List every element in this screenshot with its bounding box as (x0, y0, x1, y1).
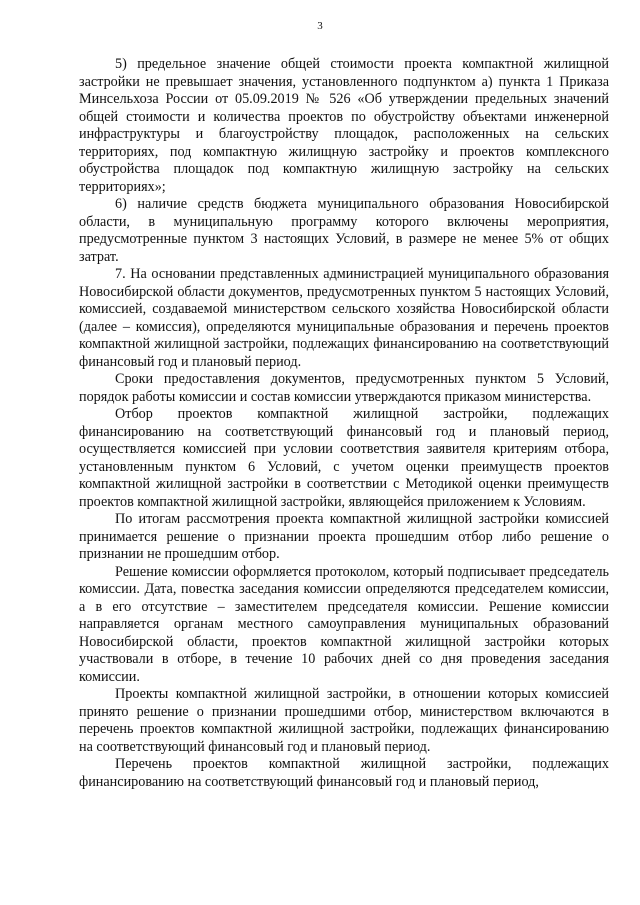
page-number: 3 (317, 20, 323, 32)
document-body (79, 56, 609, 791)
paragraph-deadlines: Сроки предоставления документов, предусмотренных пунктом 5 Условий, порядок работы комиссии и состав комиссии утверждаются приказом министерства. (79, 371, 609, 405)
paragraph-project-list: Перечень проектов компактной жилищной застройки, подлежащих финансированию на соответствующий финансовый год и плановый период, (79, 756, 609, 790)
paragraph-selection: Отбор проектов компактной жилищной застройки, подлежащих финансированию на соответствующий финансовый год и плановый период, осуществляется комиссией при условии соответствия заявителя критериям отбора, установленным пунктом 6 Условий, с учетом оценки преимуществ проектов компактной жилищной застройки в соответствии с Методикой оценки преимуществ проектов компактной жилищной застройки, являющейся приложением к Условиям. (79, 406, 609, 510)
paragraph-review-results: По итогам рассмотрения проекта компактной жилищной застройки комиссией принимается решение о признании проекта прошедшим отбор либо решение о признании не прошедшим отбор. (79, 511, 609, 562)
paragraph-item-6: 6) наличие средств бюджета муниципального образования Новосибирской области, в муниципальную программу которого включены мероприятия, предусмотренные пунктом 3 настоящих Условий, в размере не менее 5% от общих затрат. (79, 196, 609, 265)
paragraph-clause-7: 7. На основании представленных администрацией муниципального образования Новосибирской области документов, предусмотренных пунктом 5 настоящих Условий, комиссией, создаваемой министерством сельского хозяйства Новосибирской области (далее – комиссия), определяются муниципальные образования и перечень проектов компактной жилищной застройки, подлежащих финансированию на соответствующий финансовый год и плановый период. (79, 266, 609, 370)
paragraph-commission-decision: Решение комиссии оформляется протоколом, который подписывает председатель комиссии. Дата, повестка заседания комиссии определяются председателем комиссии, а в его отсутствие – заместителем председателя комиссии. Решение комиссии направляется органам местного самоуправления муниципальных образований Новосибирской области, проектов компактной жилищной застройки которых участвовали в отборе, в течение 10 рабочих дней со дня проведения заседания комиссии. (79, 563, 609, 685)
paragraph-approved-projects: Проекты компактной жилищной застройки, в отношении которых комиссией принято решение о признании прошедшими отбор, министерством включаются в перечень проектов компактной жилищной застройки, подлежащих финансированию на соответствующий финансовый год и плановый период. (79, 686, 609, 755)
paragraph-item-5: 5) предельное значение общей стоимости проекта компактной жилищной застройки не превышает значения, установленного подпунктом а) пункта 1 Приказа Минсельхоза России от 05.09.2019 № 526 «Об утверждении предельных значений общей стоимости и количества проектов по обустройству объектами инженерной инфраструктуры и благоустройству площадок, расположенных на сельских территориях, под компактную жилищную застройку и проектов комплексного обустройства площадок под компактную жилищную застройку на сельских территориях»; (79, 56, 609, 195)
